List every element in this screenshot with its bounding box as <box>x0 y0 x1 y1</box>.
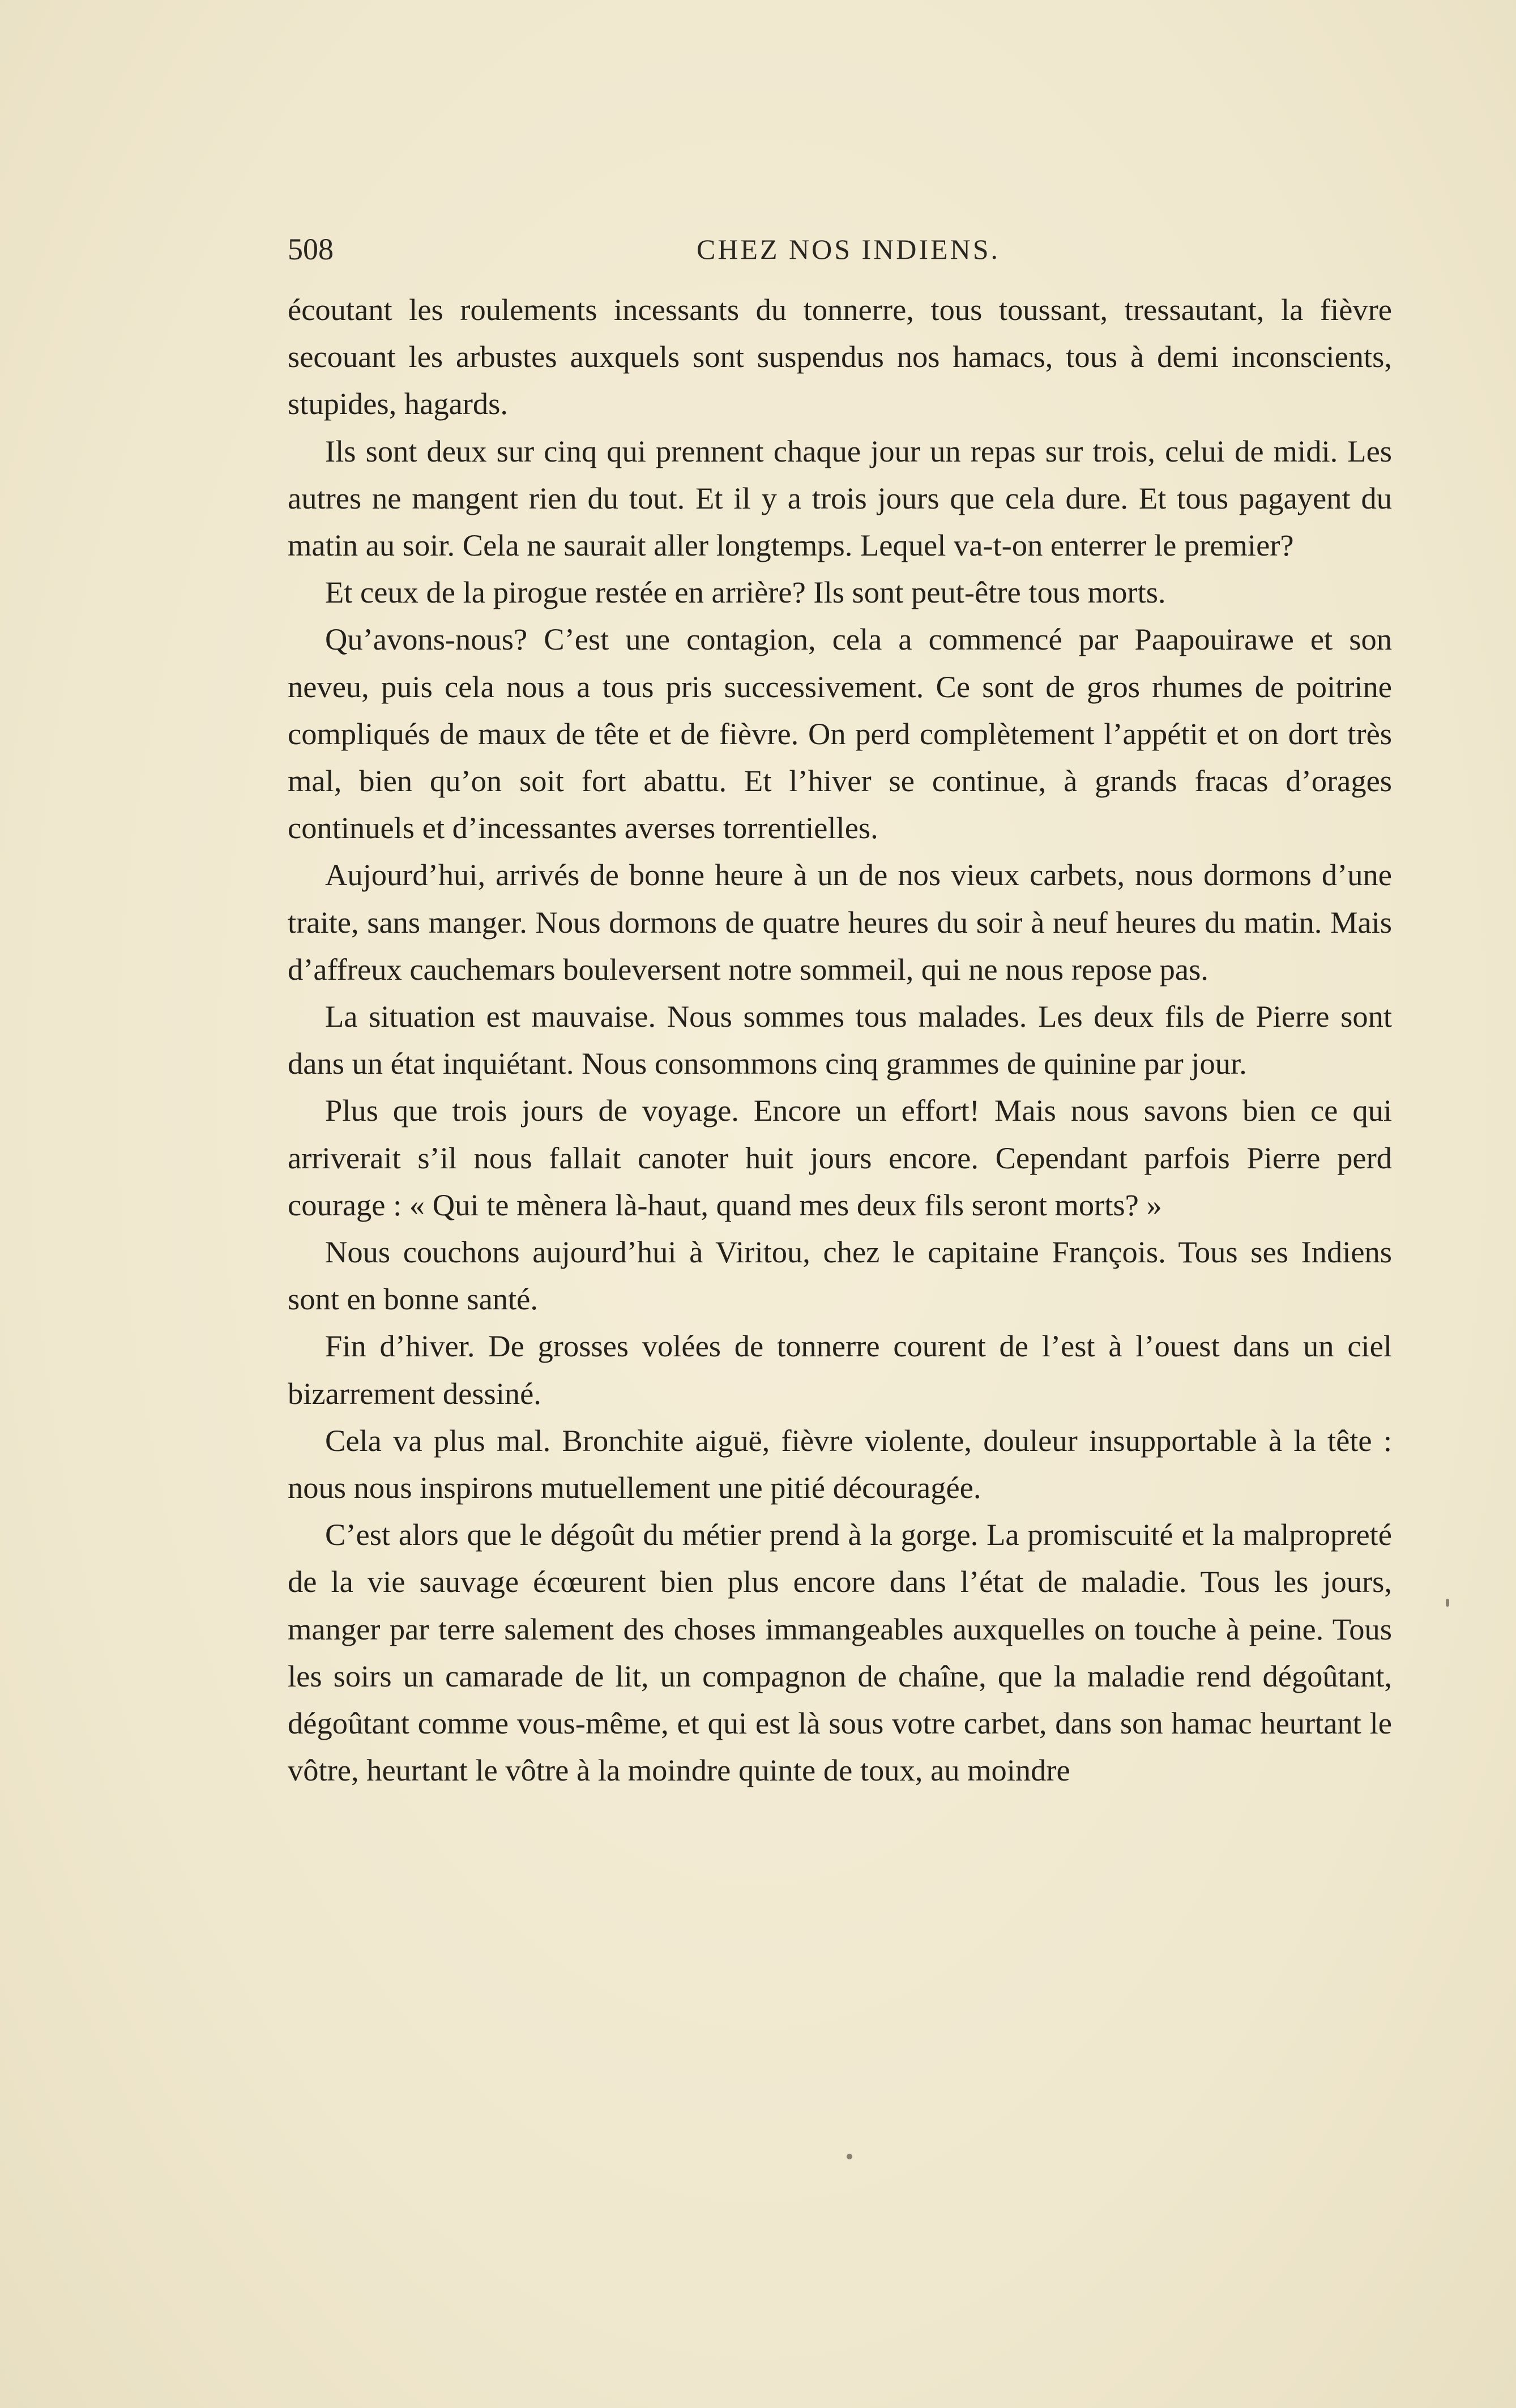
paragraph: Qu’avons-nous? C’est une contagion, cela a commencé par Paapouirawe et son neveu, puis cela nous a tous pris successivement. Ce sont de gros rhumes de poitrine compliqués de maux de tête et de fièvre. On perd complètement l’appétit et on dort très mal, bien qu’on soit fort abattu. Et l’hiver se continue, à grands fracas d’orages continuels et d’incessantes averses torrentielles. <box>288 622 1392 846</box>
page-header <box>288 227 1409 272</box>
paragraph: écoutant les roulements incessants du tonnerre, tous toussant, tressautant, la fièvre secouant les arbustes auxquels sont suspendus nos hamacs, tous à demi inconscients, stupides, hagards. <box>288 292 1392 421</box>
paragraph: Fin d’hiver. De grosses volées de tonnerre courent de l’est à l’ouest dans un ciel bizarrement dessiné. <box>288 1329 1392 1411</box>
paragraph: Nous couchons aujourd’hui à Viritou, chez le capitaine François. Tous ses Indiens sont en bonne santé. <box>288 1235 1392 1317</box>
paragraph: Plus que trois jours de voyage. Encore un effort! Mais nous savons bien ce qui arriverait s’il nous fallait canoter huit jours encore. Cependant parfois Pierre perd courage : « Qui te mènera là-haut, quand mes deux fils seront morts? » <box>288 1093 1392 1222</box>
paragraph: Cela va plus mal. Bronchite aiguë, fièvre violente, douleur insupportable à la tête : nous nous inspirons mutuellement une pitié découragée. <box>288 1423 1392 1505</box>
print-speck <box>847 2154 852 2159</box>
paragraph: La situation est mauvaise. Nous sommes tous malades. Les deux fils de Pierre sont dans un état inquiétant. Nous consommons cinq grammes de quinine par jour. <box>288 999 1392 1081</box>
print-speck <box>1446 1599 1449 1607</box>
paragraph: Aujourd’hui, arrivés de bonne heure à un de nos vieux carbets, nous dormons d’une traite, sans manger. Nous dormons de quatre heures du soir à neuf heures du matin. Mais d’affreux cauchemars bouleversent notre sommeil, qui ne nous repose pas. <box>288 857 1392 987</box>
body-text <box>288 286 1392 1794</box>
paragraph: Ils sont deux sur cinq qui prennent chaque jour un repas sur trois, celui de midi. Les autres ne mangent rien du tout. Et il y a trois jours que cela dure. Et tous pagayent du matin au soir. Cela ne saurait aller longtemps. Lequel va-t-on enterrer le premier? <box>288 433 1392 563</box>
page-number: 508 <box>288 232 334 266</box>
paragraph: C’est alors que le dégoût du métier prend à la gorge. La promiscuité et la malpropreté de la vie sauvage écœurent bien plus encore dans l’état de maladie. Tous les jours, manger par terre salement des choses immangeables auxquelles on touche à peine. Tous les soirs un camarade de lit, un compagnon de chaîne, que la maladie rend dégoûtant, dégoûtant comme vous-même, et qui est là sous votre carbet, dans son hamac heurtant le vôtre, heurtant le vôtre à la moindre quinte de toux, au moindre <box>288 1517 1392 1788</box>
paragraph: Et ceux de la pirogue restée en arrière? Ils sont peut-être tous morts. <box>325 575 1166 610</box>
running-title: CHEZ NOS INDIENS. <box>696 233 1001 265</box>
